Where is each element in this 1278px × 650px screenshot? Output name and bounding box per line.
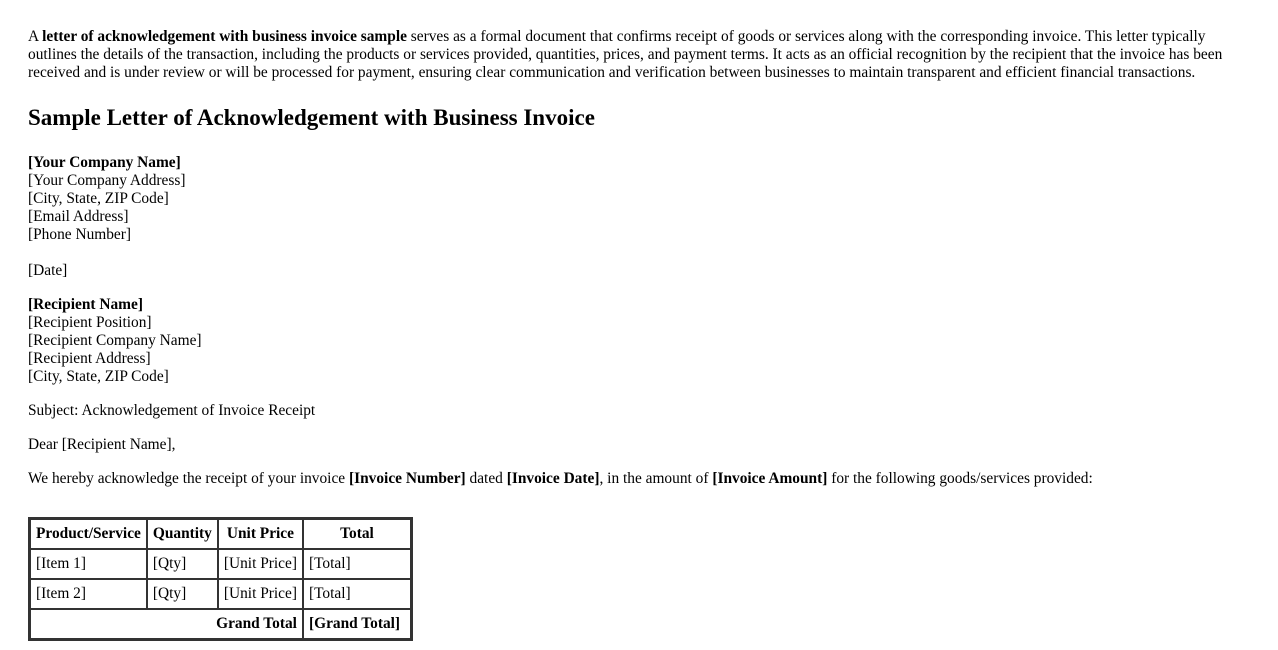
invoice-number: [Invoice Number]: [348, 470, 466, 487]
body-part-1: We hereby acknowledge the receipt of your invoice: [28, 470, 349, 487]
invoice-table: [28, 517, 413, 641]
grand-total-row: [30, 609, 411, 639]
sender-block: [28, 154, 1223, 244]
table-header-row: [30, 519, 411, 549]
body-part-3: , in the amount of: [599, 470, 713, 487]
body-part-2: dated: [465, 470, 507, 487]
sender-company-name: [Your Company Name]: [28, 154, 181, 171]
cell-unit-price: [Unit Price]: [218, 579, 303, 609]
sender-email: [Email Address]: [28, 208, 129, 225]
invoice-amount: [Invoice Amount]: [712, 470, 828, 487]
intro-paragraph: [28, 28, 1223, 82]
grand-total-value: [Grand Total]: [303, 609, 411, 639]
recipient-address: [Recipient Address]: [28, 350, 151, 367]
invoice-date: [Invoice Date]: [506, 470, 600, 487]
cell-quantity: [Qty]: [147, 549, 218, 579]
recipient-name: [Recipient Name]: [28, 296, 143, 313]
column-header-total: Total: [303, 519, 411, 549]
cell-quantity: [Qty]: [147, 579, 218, 609]
sender-address: [Your Company Address]: [28, 172, 186, 189]
cell-product: [Item 2]: [30, 579, 147, 609]
sender-phone: [Phone Number]: [28, 226, 132, 243]
recipient-position: [Recipient Position]: [28, 314, 152, 331]
cell-unit-price: [Unit Price]: [218, 549, 303, 579]
subject-line: Subject: Acknowledgement of Invoice Receipt: [28, 402, 316, 419]
intro-lead: A: [28, 28, 43, 45]
page-title: Sample Letter of Acknowledgement with Business Invoice: [28, 105, 595, 130]
table-row: [30, 579, 411, 609]
cell-total: [Total]: [303, 579, 411, 609]
intro-bold-phrase: letter of acknowledgement with business invoice sample: [42, 28, 407, 45]
grand-total-label: Grand Total: [30, 609, 303, 639]
recipient-block: [28, 296, 1223, 386]
table-row: [30, 549, 411, 579]
recipient-city-state-zip: [City, State, ZIP Code]: [28, 368, 169, 385]
cell-total: [Total]: [303, 549, 411, 579]
intro-rest: serves as a formal document that confirms receipt of goods or services along with the corresponding invoice. This letter typically outlines the details of the transaction, including the products or services provided, quantities, prices, and payment terms. It acts as an official recognition by the recipient that the invoice has been received and is under review or will be processed for payment, ensuring clear communication and verification between businesses to maintain transparent and efficient financial transactions.: [28, 28, 1223, 81]
column-header-product: Product/Service: [30, 519, 147, 549]
body-part-4: for the following goods/services provided:: [827, 470, 1093, 487]
recipient-company: [Recipient Company Name]: [28, 332, 202, 349]
column-header-quantity: Quantity: [147, 519, 218, 549]
sender-city-state-zip: [City, State, ZIP Code]: [28, 190, 169, 207]
cell-product: [Item 1]: [30, 549, 147, 579]
letter-document: [28, 28, 1223, 488]
column-header-unit-price: Unit Price: [218, 519, 303, 549]
salutation: Dear [Recipient Name],: [28, 436, 176, 453]
body-paragraph: [28, 470, 1223, 488]
date-line: [Date]: [28, 262, 68, 279]
